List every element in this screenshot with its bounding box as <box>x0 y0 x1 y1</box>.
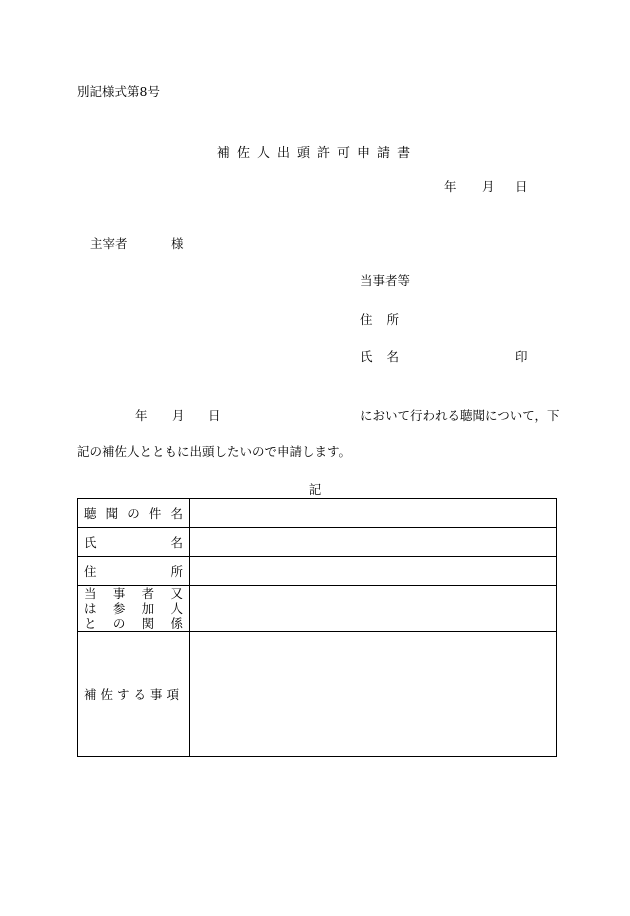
title-char: 頭 <box>296 146 317 161</box>
table-row-relationship <box>78 586 557 632</box>
label-char: 聞 <box>105 505 119 521</box>
date-year-label: 年 <box>444 179 457 194</box>
label-char: 係 <box>170 616 183 631</box>
label-char: 件 <box>148 505 162 521</box>
seal-label: 印 <box>515 349 528 364</box>
title-char: 書 <box>397 146 418 161</box>
document-title <box>0 142 630 161</box>
label-char: の <box>112 616 126 631</box>
relationship-value[interactable] <box>190 586 557 632</box>
record-heading: 記 <box>308 482 322 497</box>
label-char: 名 <box>170 534 183 550</box>
applicant-address-label: 住所 <box>360 312 414 327</box>
addressee-title: 主宰者 <box>90 236 128 251</box>
addressee-honorific: 様 <box>171 236 184 251</box>
hearing-date-day: 日 <box>208 408 221 423</box>
applicant-party-label: 当事者等 <box>360 273 411 288</box>
assist-matters-label-text: 補佐する事項 <box>84 687 184 702</box>
relationship-label <box>78 586 190 632</box>
title-char: 出 <box>276 146 297 161</box>
label-char: 住 <box>84 563 97 579</box>
address-label <box>78 557 190 586</box>
label-char: 名 <box>170 505 183 521</box>
label-char: 参 <box>112 601 126 616</box>
hearing-subject-value[interactable] <box>190 499 557 528</box>
body-text-line-2: 記の補佐人とともに出頭したいので申請します。 <box>77 444 352 459</box>
form-number-label: 別記様式第8号 <box>77 84 160 99</box>
label-char: 又 <box>170 586 183 601</box>
hearing-date-month: 月 <box>172 408 185 423</box>
title-char: 請 <box>377 146 398 161</box>
hearing-subject-label <box>78 499 190 528</box>
label-char: と <box>84 616 97 631</box>
applicant-name-label: 氏名 <box>360 349 414 364</box>
title-char: 可 <box>337 146 358 161</box>
label-char: 関 <box>141 616 155 631</box>
label-char: 加 <box>141 601 155 616</box>
table-row-address <box>78 557 557 586</box>
date-day-label: 日 <box>515 179 528 194</box>
details-table <box>77 498 557 757</box>
title-char: 補 <box>216 146 237 161</box>
table-row-assist-matters <box>78 632 557 757</box>
title-char: 許 <box>317 146 338 161</box>
date-month-label: 月 <box>482 179 495 194</box>
title-char: 申 <box>357 146 378 161</box>
assist-matters-value[interactable] <box>190 632 557 757</box>
address-value[interactable] <box>190 557 557 586</box>
label-char: 人 <box>170 601 183 616</box>
assist-matters-label <box>78 632 190 757</box>
name-label <box>78 528 190 557</box>
label-char: 者 <box>141 586 155 601</box>
title-char: 佐 <box>236 146 257 161</box>
name-value[interactable] <box>190 528 557 557</box>
label-char: の <box>127 505 140 521</box>
label-char: 事 <box>112 586 126 601</box>
body-text-line-1: において行われる聴聞について，下 <box>360 408 560 423</box>
hearing-date-year: 年 <box>135 408 148 423</box>
label-char: 当 <box>84 586 97 601</box>
label-char: 氏 <box>84 534 97 550</box>
table-row-hearing-subject <box>78 499 557 528</box>
label-char: 聴 <box>84 505 97 521</box>
title-char: 人 <box>256 146 277 161</box>
label-char: は <box>84 601 97 616</box>
label-char: 所 <box>170 563 183 579</box>
table-row-name <box>78 528 557 557</box>
